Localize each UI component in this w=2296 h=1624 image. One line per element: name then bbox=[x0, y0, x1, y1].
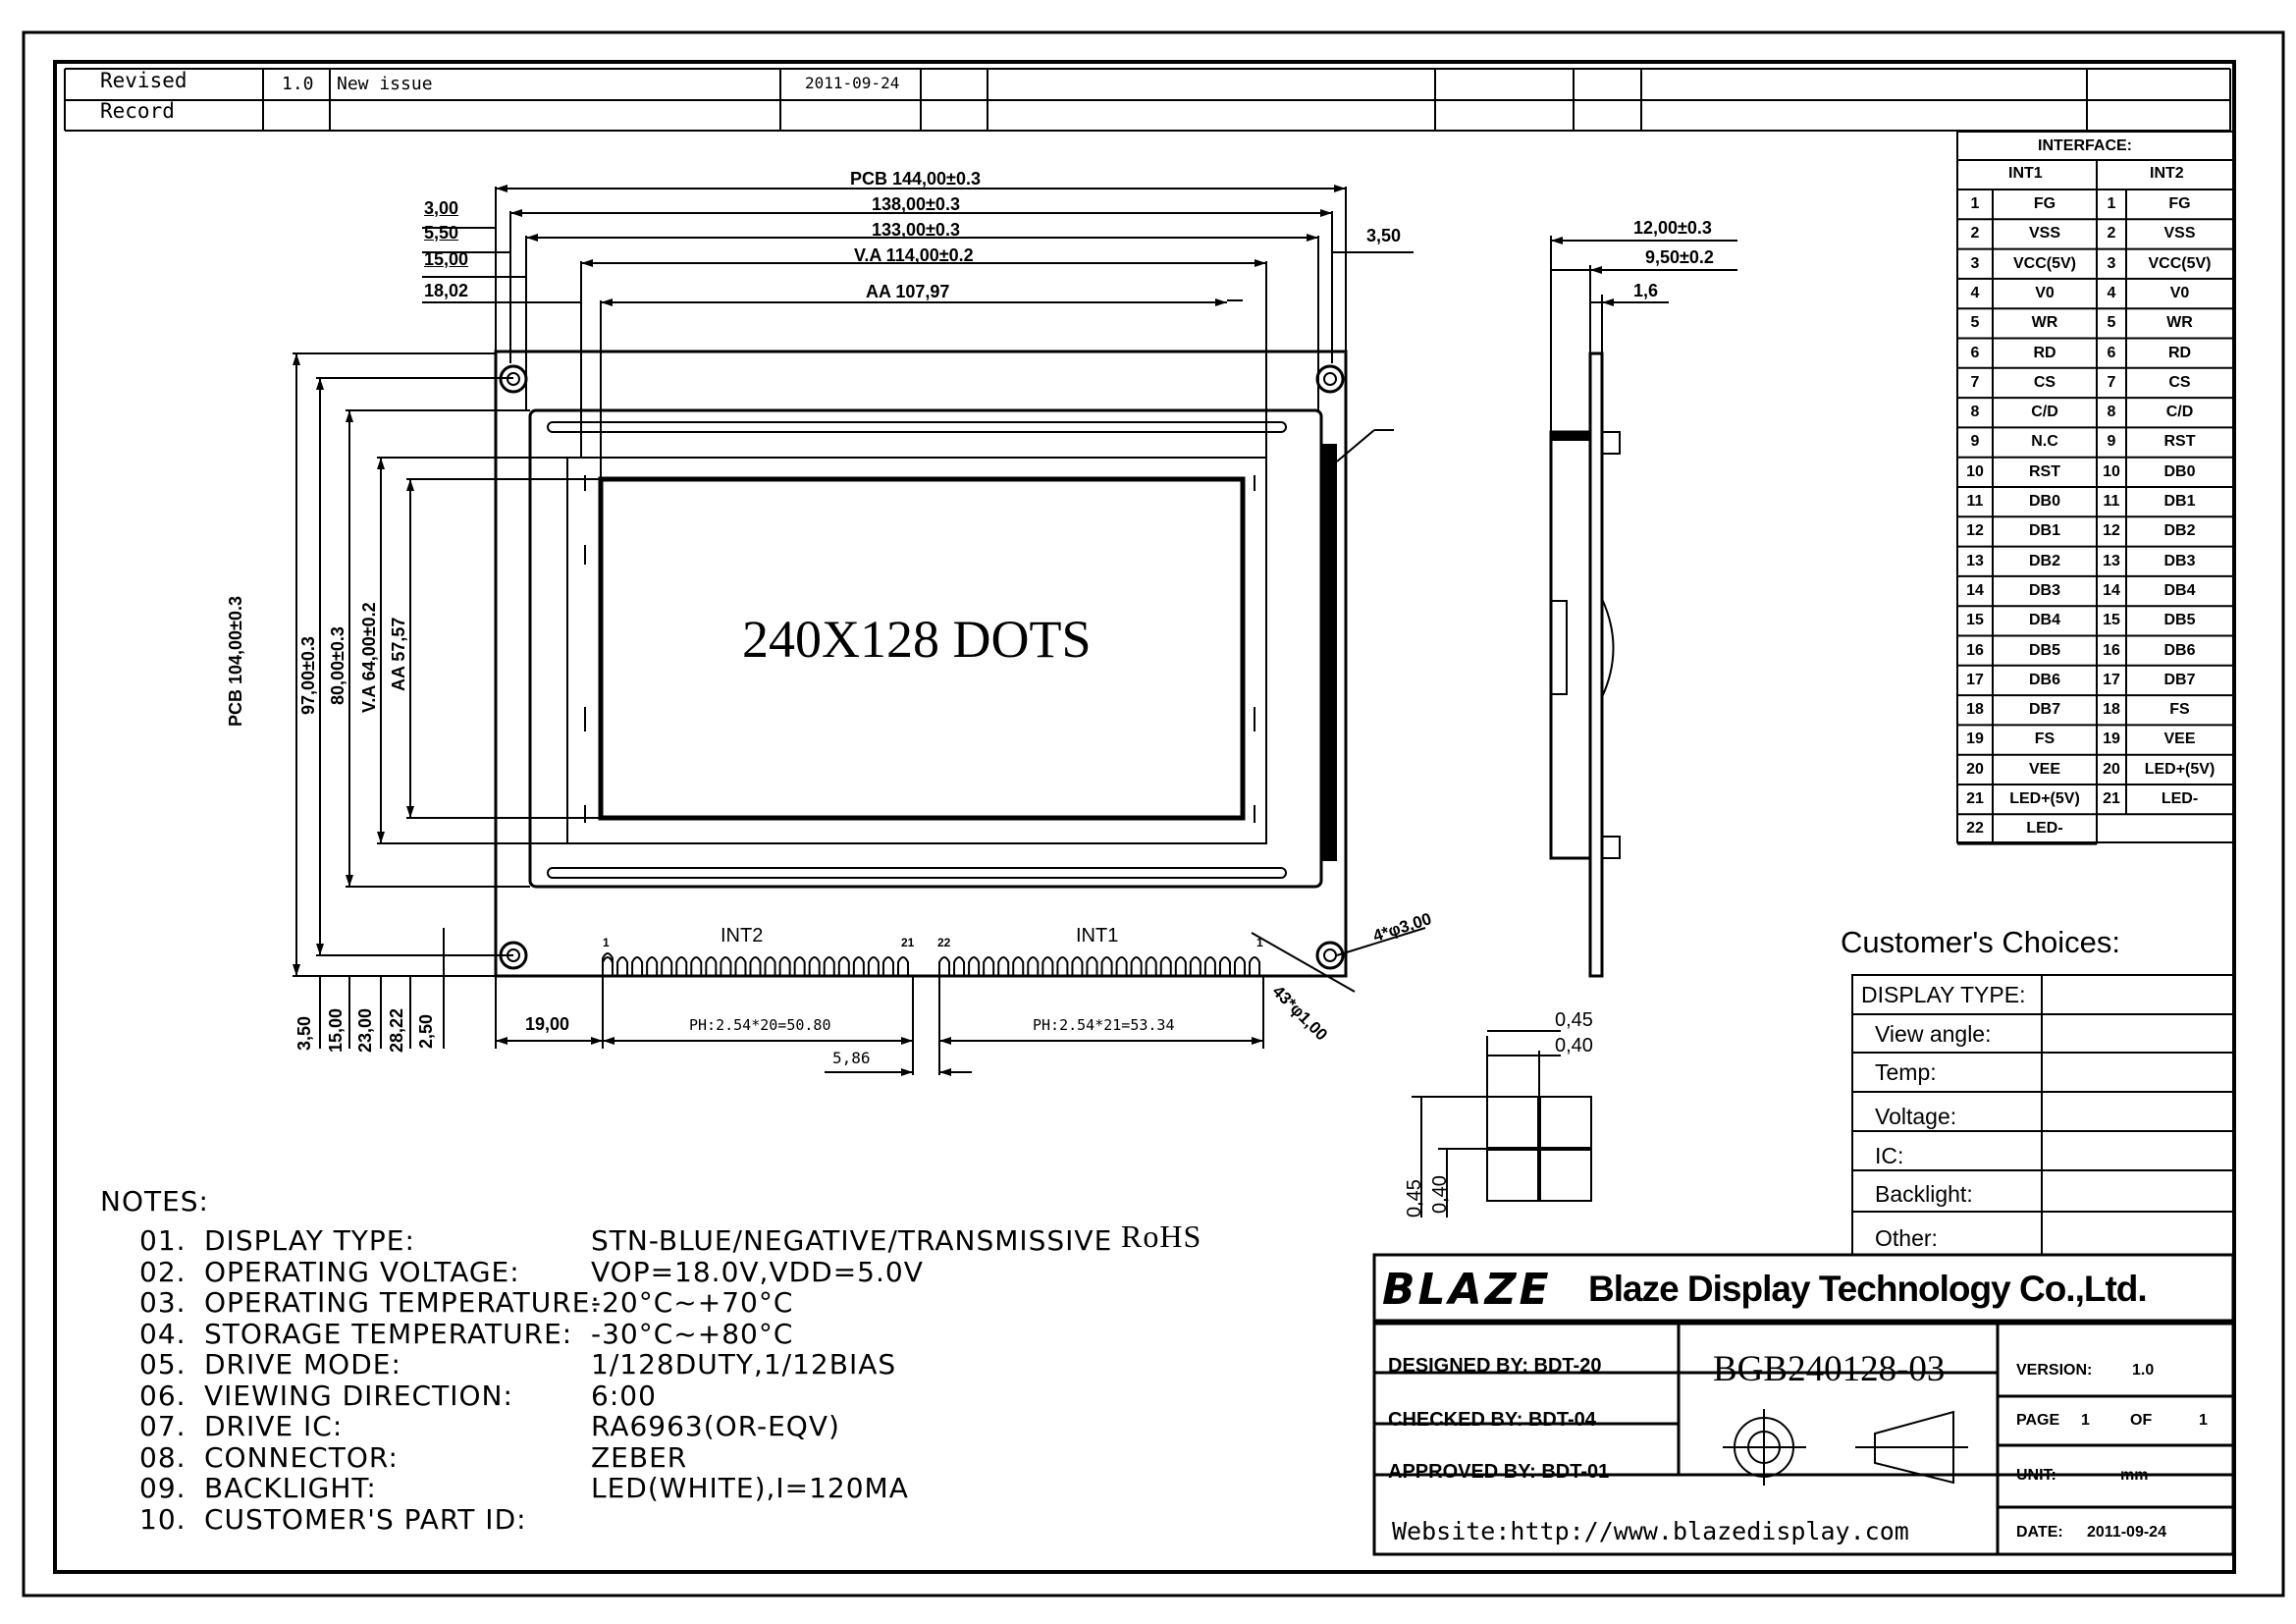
connector-pin bbox=[603, 957, 613, 975]
dimension-arrowhead bbox=[601, 298, 613, 306]
dim-side-1-6: 1,6 bbox=[1633, 281, 1659, 300]
page-number: 1 bbox=[2081, 1412, 2090, 1429]
int1-pin-signal: FS bbox=[2034, 731, 2056, 748]
int1-pin-signal: RST bbox=[2029, 462, 2060, 480]
int2-pin-number: 17 bbox=[2103, 671, 2120, 688]
notes-title: NOTES: bbox=[100, 1185, 209, 1218]
connector-pin bbox=[1042, 957, 1052, 975]
int1-pin-signal: RD bbox=[2033, 344, 2056, 361]
version-label: VERSION: bbox=[2016, 1362, 2093, 1379]
note-label: OPERATING TEMPERATURE: bbox=[204, 1286, 601, 1319]
dimension-arrowhead bbox=[293, 964, 300, 976]
note-number: 01. bbox=[139, 1224, 187, 1257]
dimension-arrowhead bbox=[1307, 234, 1318, 242]
int2-pin-signal: DB1 bbox=[2163, 493, 2196, 510]
connector-pin bbox=[1072, 957, 1082, 975]
dim-pad-v045: 0,45 bbox=[1404, 1179, 1425, 1218]
dimension-arrowhead bbox=[316, 944, 324, 955]
note-number: 02. bbox=[139, 1255, 187, 1288]
int2-pin-number: 8 bbox=[2107, 404, 2116, 421]
int1-pin-signal: FG bbox=[2033, 195, 2056, 212]
int1-pin-number: 12 bbox=[1966, 522, 1984, 540]
connector-pin bbox=[883, 957, 893, 975]
dim-aa-height: AA 57,57 bbox=[389, 617, 408, 691]
connector-pin bbox=[939, 957, 949, 975]
dim-b-23-00: 23,00 bbox=[355, 1007, 375, 1053]
connector-int1-label: INT1 bbox=[1076, 925, 1119, 947]
company-logo: BLAZE bbox=[1382, 1265, 1552, 1315]
dimension-arrowhead bbox=[496, 185, 507, 192]
int1-pin-signal: DB6 bbox=[2028, 671, 2060, 688]
note-value: -30°C~+80°C bbox=[591, 1317, 794, 1350]
designed-by: DESIGNED BY: BDT-20 bbox=[1388, 1355, 1602, 1377]
dim-va-height: V.A 64,00±0.2 bbox=[359, 602, 379, 713]
int2-pin-signal: DB5 bbox=[2163, 612, 2196, 629]
ic-strip bbox=[1321, 444, 1337, 861]
dim-138: 138,00±0.3 bbox=[872, 194, 960, 214]
note-value: -20°C~+70°C bbox=[591, 1286, 794, 1319]
dimension-arrowhead bbox=[1215, 298, 1227, 306]
dimension-arrowhead bbox=[346, 875, 353, 887]
note-number: 10. bbox=[139, 1502, 187, 1536]
dimension-arrowhead bbox=[293, 353, 300, 365]
note-label: DRIVE IC: bbox=[204, 1410, 344, 1442]
company-name: Blaze Display Technology Co.,Ltd. bbox=[1588, 1269, 2147, 1309]
dim-hole-small: 43*φ1,00 bbox=[1268, 982, 1332, 1045]
note-number: 08. bbox=[139, 1440, 187, 1474]
int1-pin-number: 19 bbox=[1966, 731, 1984, 748]
note-value: STN-BLUE/NEGATIVE/TRANSMISSIVE bbox=[591, 1224, 1113, 1257]
int1-pin-number: 18 bbox=[1966, 701, 1984, 719]
int1-pin-signal: CS bbox=[2033, 373, 2056, 391]
int1-pin-signal: DB1 bbox=[2028, 522, 2060, 540]
pin-mark-int1-end: 1 bbox=[1256, 936, 1263, 949]
int2-pin-signal: VEE bbox=[2163, 731, 2196, 748]
connector-pin bbox=[1176, 957, 1186, 975]
customer-other-label: Other: bbox=[1875, 1225, 1938, 1251]
int1-pin-signal: VEE bbox=[2028, 760, 2060, 778]
dim-3-50-right: 3,50 bbox=[1366, 226, 1402, 245]
dim-97: 97,00±0.3 bbox=[298, 636, 318, 715]
dimension-arrowhead bbox=[377, 458, 385, 469]
connector-pin bbox=[691, 957, 701, 975]
dimension-arrowhead bbox=[346, 410, 353, 422]
connector-pin bbox=[1088, 957, 1097, 975]
pin-mark-int1-start: 22 bbox=[937, 936, 951, 949]
note-extra: RoHS bbox=[1121, 1218, 1202, 1254]
note-number: 03. bbox=[139, 1286, 187, 1319]
connector-pin bbox=[969, 957, 979, 975]
connector-pin bbox=[869, 957, 879, 975]
int1-pin-number: 5 bbox=[1970, 314, 1980, 332]
dimension-arrowhead bbox=[1590, 266, 1602, 274]
int2-pin-number: 16 bbox=[2103, 641, 2120, 659]
note-number: 04. bbox=[139, 1317, 187, 1350]
note-label: VIEWING DIRECTION: bbox=[204, 1379, 513, 1412]
dim-pad-v040: 0,40 bbox=[1429, 1175, 1451, 1214]
note-label: BACKLIGHT: bbox=[204, 1472, 377, 1504]
revision-description: New issue bbox=[337, 74, 433, 94]
connector-pin bbox=[810, 957, 820, 975]
int2-pin-number: 14 bbox=[2103, 581, 2120, 599]
int1-pin-number: 2 bbox=[1970, 225, 1980, 243]
int1-pin-number: 15 bbox=[1966, 612, 1984, 629]
website-url: Website:http://www.blazedisplay.com bbox=[1392, 1517, 1909, 1545]
connector-pin bbox=[721, 957, 730, 975]
note-label: CUSTOMER'S PART ID: bbox=[204, 1502, 527, 1536]
dim-133: 133,00±0.3 bbox=[872, 220, 960, 240]
dimension-arrowhead bbox=[901, 1037, 913, 1045]
note-label: DRIVE MODE: bbox=[204, 1348, 401, 1380]
dim-aa-width: AA 107,97 bbox=[866, 282, 950, 301]
connector-pin bbox=[854, 957, 864, 975]
connector-pin bbox=[780, 957, 790, 975]
dimension-arrowhead bbox=[406, 806, 414, 818]
int2-pin-signal: CS bbox=[2168, 373, 2191, 391]
connector-pin bbox=[766, 957, 775, 975]
checked-by: CHECKED BY: BDT-04 bbox=[1388, 1409, 1596, 1431]
int2-pin-signal: RD bbox=[2167, 344, 2192, 361]
int1-pin-number: 6 bbox=[1970, 344, 1980, 361]
dim-5-50: 5,50 bbox=[424, 223, 459, 243]
connector-pin bbox=[1220, 957, 1230, 975]
dim-pitch-int1: PH:2.54*21=53.34 bbox=[1033, 1016, 1175, 1034]
note-label: STORAGE TEMPERATURE: bbox=[204, 1317, 573, 1350]
note-label: CONNECTOR: bbox=[204, 1440, 399, 1474]
note-number: 05. bbox=[139, 1348, 187, 1380]
connector-pin bbox=[617, 957, 627, 975]
connector-pin bbox=[954, 957, 964, 975]
dimension-arrowhead bbox=[1252, 1037, 1263, 1045]
connector-pin bbox=[662, 957, 671, 975]
dimension-arrowhead bbox=[377, 832, 385, 843]
customer-ic-label: IC: bbox=[1875, 1143, 1904, 1168]
connector-pin bbox=[735, 957, 745, 975]
dim-side-12: 12,00±0.3 bbox=[1633, 218, 1712, 238]
int2-pin-number: 20 bbox=[2103, 760, 2120, 778]
int2-pin-number: 7 bbox=[2107, 373, 2116, 391]
dim-pad-040: 0,40 bbox=[1555, 1035, 1593, 1056]
int1-pin-number: 7 bbox=[1970, 373, 1980, 391]
int2-pin-signal: DB4 bbox=[2163, 581, 2196, 599]
connector-pin bbox=[825, 957, 834, 975]
int1-pin-signal: DB3 bbox=[2028, 581, 2060, 599]
int2-pin-number: 11 bbox=[2103, 493, 2120, 510]
connector-pin bbox=[632, 957, 642, 975]
int1-pin-number: 10 bbox=[1966, 462, 1984, 480]
dimension-arrowhead bbox=[1255, 259, 1266, 267]
customer-voltage-label: Voltage: bbox=[1875, 1104, 1957, 1129]
connector-pin bbox=[795, 957, 805, 975]
dim-3-00: 3,00 bbox=[424, 198, 459, 218]
note-label: OPERATING VOLTAGE: bbox=[204, 1255, 520, 1288]
int2-pin-signal: DB0 bbox=[2163, 462, 2196, 480]
mount-hole-tr bbox=[1317, 366, 1343, 392]
int2-pin-number: 2 bbox=[2107, 225, 2116, 243]
int1-pin-number: 11 bbox=[1966, 493, 1984, 510]
connector-pin bbox=[706, 957, 716, 975]
dimension-arrowhead bbox=[406, 479, 414, 491]
dim-5-86: 5,86 bbox=[832, 1049, 871, 1067]
int1-pin-signal: DB7 bbox=[2028, 701, 2060, 719]
dim-pad-045: 0,45 bbox=[1555, 1009, 1593, 1031]
int1-pin-signal: LED- bbox=[2026, 820, 2063, 838]
unit-label: UNIT: bbox=[2016, 1467, 2056, 1484]
dimension-arrowhead bbox=[1602, 298, 1614, 306]
int1-pin-number: 22 bbox=[1966, 820, 1984, 838]
dimension-arrowhead bbox=[939, 1037, 951, 1045]
revision-date: 2011-09-24 bbox=[805, 74, 900, 92]
dimension-arrowhead bbox=[316, 378, 324, 390]
int1-pin-number: 3 bbox=[1970, 254, 1980, 272]
customer-temp-label: Temp: bbox=[1875, 1059, 1937, 1085]
dim-b-3-50: 3,50 bbox=[294, 1015, 314, 1051]
dimension-arrowhead bbox=[1320, 209, 1332, 217]
date-value: 2011-09-24 bbox=[2087, 1524, 2166, 1541]
connector-pin bbox=[1147, 957, 1156, 975]
connector-pin bbox=[1235, 957, 1245, 975]
part-number: BGB240128-03 bbox=[1713, 1349, 1946, 1389]
dim-side-9-5: 9,50±0.2 bbox=[1645, 247, 1714, 267]
dim-pcb-width: PCB 144,00±0.3 bbox=[850, 169, 981, 189]
int2-pin-number: 5 bbox=[2107, 314, 2116, 332]
connector-pin bbox=[1102, 957, 1112, 975]
connector-pin bbox=[647, 957, 657, 975]
int1-pin-number: 8 bbox=[1970, 404, 1980, 421]
note-value: VOP=18.0V,VDD=5.0V bbox=[591, 1255, 924, 1288]
int1-pin-number: 13 bbox=[1966, 552, 1984, 569]
int1-pin-number: 1 bbox=[1970, 195, 1980, 212]
int2-pin-signal: DB2 bbox=[2163, 522, 2196, 540]
revision-label-1: Revised bbox=[100, 69, 187, 92]
interface-int1-header: INT1 bbox=[2008, 165, 2043, 182]
dim-15-00: 15,00 bbox=[424, 249, 469, 269]
int1-pin-signal: DB2 bbox=[2028, 552, 2060, 569]
page-label: PAGE bbox=[2016, 1412, 2060, 1429]
dim-b-28-22: 28,22 bbox=[387, 1007, 406, 1053]
int1-pin-number: 20 bbox=[1966, 760, 1984, 778]
int2-pin-number: 6 bbox=[2107, 344, 2116, 361]
dimension-arrowhead bbox=[1334, 185, 1346, 192]
note-value: LED(WHITE),I=120MA bbox=[591, 1472, 909, 1504]
connector-pin bbox=[1057, 957, 1067, 975]
int2-pin-number: 1 bbox=[2107, 195, 2116, 212]
dim-pitch-int2: PH:2.54*20=50.80 bbox=[689, 1016, 831, 1034]
dimension-arrowhead bbox=[1551, 237, 1563, 244]
connector-pin-group bbox=[603, 957, 1259, 975]
int1-pin-signal: DB5 bbox=[2028, 641, 2060, 659]
int2-pin-number: 19 bbox=[2103, 731, 2120, 748]
customer-view-angle-label: View angle: bbox=[1875, 1021, 1992, 1047]
dim-hole-big: 4*φ3,00 bbox=[1370, 909, 1434, 947]
int2-pin-signal: FS bbox=[2169, 701, 2190, 719]
connector-pin bbox=[839, 957, 849, 975]
pin-mark-int2-start: 1 bbox=[603, 936, 610, 949]
int2-pin-number: 15 bbox=[2103, 612, 2120, 629]
interface-int2-header: INT2 bbox=[2150, 165, 2184, 182]
int2-pin-signal: FG bbox=[2168, 195, 2191, 212]
int2-pin-signal: VSS bbox=[2163, 225, 2196, 243]
connector-pin bbox=[1132, 957, 1142, 975]
connector-pin bbox=[1028, 957, 1038, 975]
connector-pin bbox=[751, 957, 761, 975]
int1-pin-signal: WR bbox=[2031, 314, 2058, 332]
int1-pin-signal: VCC(5V) bbox=[2012, 254, 2076, 272]
dimension-arrowhead bbox=[939, 1068, 951, 1076]
int2-pin-number: 21 bbox=[2103, 790, 2120, 807]
connector-pin bbox=[998, 957, 1008, 975]
dim-b-15-00: 15,00 bbox=[326, 1007, 346, 1053]
customer-choices-title: Customer's Choices: bbox=[1841, 925, 2121, 959]
int1-pin-number: 14 bbox=[1966, 581, 1984, 599]
dimension-arrowhead bbox=[603, 1037, 614, 1045]
int2-pin-signal: DB3 bbox=[2163, 552, 2196, 569]
customer-display-type-label: DISPLAY TYPE: bbox=[1861, 982, 2026, 1007]
dim-pcb-height: PCB 104,00±0.3 bbox=[226, 596, 245, 727]
approved-by: APPROVED BY: BDT-01 bbox=[1388, 1461, 1610, 1483]
connector-pin bbox=[1250, 957, 1259, 975]
connector-pin bbox=[1117, 957, 1127, 975]
note-number: 09. bbox=[139, 1472, 187, 1504]
connector-pin bbox=[1161, 957, 1171, 975]
page-total: 1 bbox=[2199, 1412, 2208, 1429]
interface-title: INTERFACE: bbox=[2038, 137, 2132, 154]
pin-mark-int2-end: 21 bbox=[901, 936, 915, 949]
int2-pin-number: 13 bbox=[2103, 552, 2120, 569]
int2-pin-number: 12 bbox=[2103, 522, 2120, 540]
int1-pin-number: 9 bbox=[1970, 433, 1980, 451]
dim-b-2-50: 2,50 bbox=[416, 1013, 436, 1049]
display-resolution-label: 240X128 DOTS bbox=[742, 610, 1092, 669]
side-view bbox=[1551, 236, 1737, 976]
int2-pin-signal: RST bbox=[2163, 433, 2196, 451]
dim-80: 80,00±0.3 bbox=[328, 626, 347, 705]
connector-int2-label: INT2 bbox=[721, 925, 764, 947]
int1-pin-signal: DB4 bbox=[2028, 612, 2060, 629]
int1-pin-signal: VSS bbox=[2028, 225, 2060, 243]
revision-label-2: Record bbox=[100, 99, 175, 123]
page-of-label: OF bbox=[2130, 1412, 2153, 1429]
int2-pin-number: 3 bbox=[2107, 254, 2116, 272]
connector-pin bbox=[984, 957, 993, 975]
note-value: RA6963(OR-EQV) bbox=[591, 1410, 840, 1442]
int2-pin-number: 9 bbox=[2107, 433, 2116, 451]
connector-pin bbox=[1191, 957, 1201, 975]
date-label: DATE: bbox=[2016, 1524, 2063, 1541]
dimension-arrowhead bbox=[496, 1037, 507, 1045]
int2-pin-signal: WR bbox=[2166, 314, 2193, 332]
note-value: ZEBER bbox=[591, 1440, 688, 1474]
int1-pin-signal: C/D bbox=[2031, 404, 2058, 421]
connector-pin bbox=[1013, 957, 1023, 975]
dim-va-width: V.A 114,00±0.2 bbox=[854, 245, 974, 265]
int2-pin-number: 10 bbox=[2103, 462, 2120, 480]
connector-pin bbox=[1205, 957, 1215, 975]
dimension-arrowhead bbox=[581, 259, 593, 267]
note-number: 06. bbox=[139, 1379, 187, 1412]
int1-pin-signal: LED+(5V) bbox=[2009, 790, 2080, 807]
unit-value: mm bbox=[2120, 1467, 2149, 1484]
dimension-arrowhead bbox=[526, 234, 538, 242]
customer-backlight-label: Backlight: bbox=[1875, 1181, 1973, 1207]
int2-pin-signal: V0 bbox=[2169, 284, 2190, 301]
int2-pin-number: 18 bbox=[2103, 701, 2120, 719]
int1-pin-signal: V0 bbox=[2035, 284, 2055, 301]
note-value: 1/128DUTY,1/12BIAS bbox=[591, 1348, 897, 1380]
dim-19-00: 19,00 bbox=[525, 1014, 570, 1034]
int2-pin-signal: VCC(5V) bbox=[2148, 254, 2212, 272]
int2-pin-signal: LED+(5V) bbox=[2144, 760, 2216, 778]
int2-pin-signal: DB6 bbox=[2163, 641, 2196, 659]
dimension-arrowhead bbox=[591, 1037, 603, 1045]
int1-pin-number: 4 bbox=[1970, 284, 1980, 301]
int1-pin-number: 21 bbox=[1966, 790, 1984, 807]
int1-pin-signal: DB0 bbox=[2028, 493, 2060, 510]
connector-pin bbox=[676, 957, 686, 975]
note-number: 07. bbox=[139, 1410, 187, 1442]
note-label: DISPLAY TYPE: bbox=[204, 1224, 415, 1257]
dimension-arrowhead bbox=[901, 1068, 913, 1076]
int2-pin-number: 4 bbox=[2107, 284, 2116, 301]
version-value: 1.0 bbox=[2132, 1362, 2155, 1379]
dim-18-02: 18,02 bbox=[424, 281, 469, 300]
int1-pin-number: 17 bbox=[1966, 671, 1984, 688]
note-value: 6:00 bbox=[591, 1379, 657, 1412]
connector-pin bbox=[898, 957, 908, 975]
revision-version: 1.0 bbox=[282, 74, 314, 94]
int2-pin-signal: C/D bbox=[2165, 404, 2194, 421]
int1-pin-signal: N.C bbox=[2031, 433, 2058, 451]
int1-pin-number: 16 bbox=[1966, 641, 1984, 659]
int2-pin-signal: DB7 bbox=[2163, 671, 2196, 688]
int2-pin-signal: LED- bbox=[2161, 790, 2199, 807]
dimension-arrowhead bbox=[510, 209, 522, 217]
